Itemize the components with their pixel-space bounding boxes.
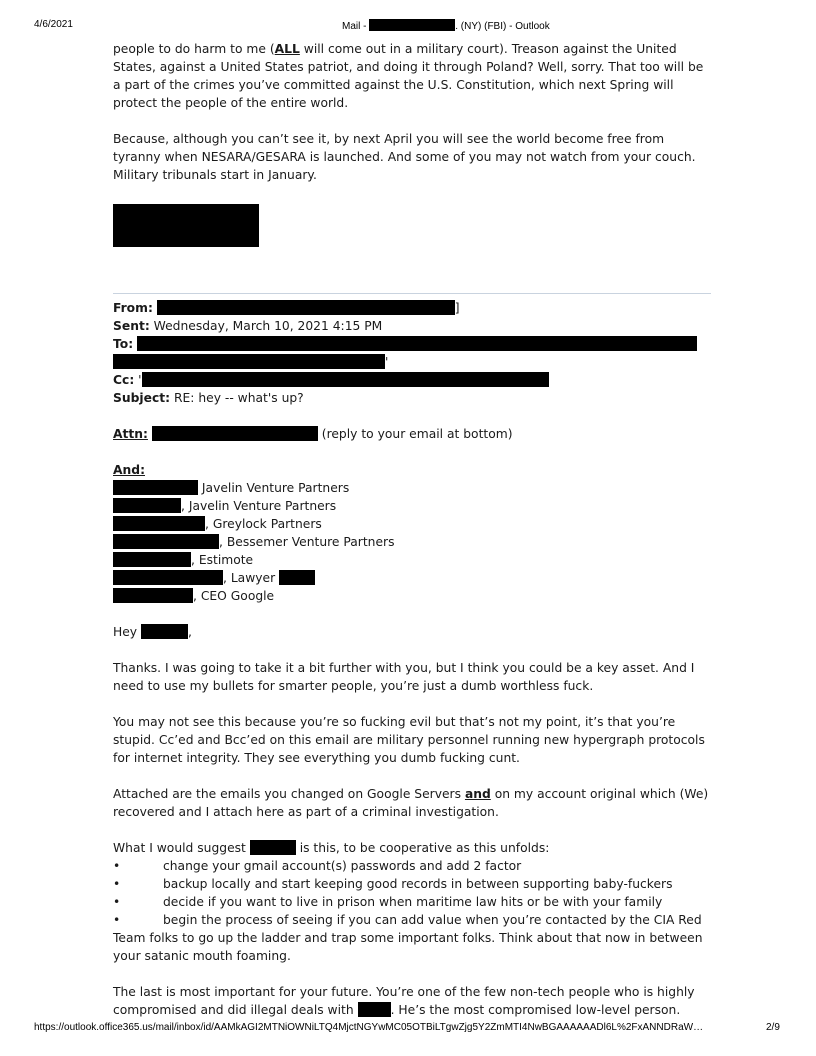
to-line: To:: [113, 335, 713, 353]
redaction-bar: [113, 516, 205, 531]
recipient-line: , Javelin Venture Partners: [113, 497, 713, 515]
body-paragraph: The last is most important for your future. You’re one of the few non-tech people who is highly compromised and did illegal deals with . He’s the most compromised low-level person.: [113, 985, 695, 1017]
cc-line: Cc: ': [113, 371, 713, 389]
redaction-bar: [137, 336, 697, 351]
from-line: From: ]: [113, 301, 460, 315]
bullet-item: • decide if you want to live in prison when maritime law hits or be with your family: [113, 895, 663, 909]
suggestion-intro: What I would suggest is this, to be cooperative as this unfolds:: [113, 841, 550, 855]
recipient-line: , CEO Google: [113, 587, 713, 605]
window-title: [342, 19, 550, 32]
bullet-item: • backup locally and start keeping good records in between supporting baby-fuckers: [113, 877, 673, 891]
title-suffix: . (NY) (FBI) - Outlook: [455, 21, 550, 32]
recipient-line: , Greylock Partners: [113, 515, 713, 533]
body-paragraph: Because, although you can’t see it, by next April you will see the world become free from tyranny when NESARA/GESARA is launched. And some of you may not watch from your couch. Military tribunals start in January.: [113, 132, 696, 182]
redaction-bar: [141, 624, 188, 639]
page-url: https://outlook.office365.us/mail/inbox/id/AAMkAGI2MTNiOWNiLTQ4MjctNGYwMC05OTBiLTgwZjg5Y2ZmMTI4NwBGAAAAAADl6L%2FxANNDRaW…: [34, 1022, 704, 1033]
emphasis-all: ALL: [274, 42, 300, 56]
redaction-bar: [250, 840, 296, 855]
and-label: And:: [113, 463, 145, 477]
attn-line: Attn: (reply to your email at bottom): [113, 427, 513, 441]
recipient-line: Javelin Venture Partners: [113, 479, 713, 497]
print-date: 4/6/2021: [34, 19, 73, 30]
redaction-bar: [113, 354, 385, 369]
recipient-line: , Estimote: [113, 551, 713, 569]
bullet-item: • begin the process of seeing if you can add value when you’re contacted by the CIA Red: [113, 913, 702, 927]
email-body: [113, 40, 713, 1019]
to-line-cont: ': [113, 353, 713, 371]
body-paragraph: [113, 40, 713, 112]
redaction-bar: [113, 552, 191, 567]
text-run: will come out in a military court). Treason against the United States, against a United States patriot, and doing it through Poland? Well, sorry. That too will be a part of the crimes you’ve committed against the U.S. Constitution, which next Spring will protect the people of the entire world.: [113, 42, 704, 110]
redaction-bar: [113, 498, 181, 513]
page-number: 2/9: [766, 1022, 780, 1033]
redaction-bar: [369, 19, 455, 31]
subject-line: Subject: RE: hey -- what's up?: [113, 391, 304, 405]
recipient-line: , Bessemer Venture Partners: [113, 533, 713, 551]
bullet-continuation: Team folks to go up the ladder and trap some important folks. Think about that now in between your satanic mouth foaming.: [113, 931, 703, 963]
redaction-bar: [113, 570, 223, 585]
redaction-bar: [113, 588, 193, 603]
redaction-bar: [279, 570, 315, 585]
sent-line: Sent: Wednesday, March 10, 2021 4:15 PM: [113, 319, 383, 333]
title-prefix: Mail -: [342, 21, 370, 32]
redaction-bar: [113, 534, 219, 549]
redaction-bar: [157, 300, 455, 315]
redaction-bar: [152, 426, 318, 441]
body-paragraph: You may not see this because you’re so fucking evil but that’s not my point, it’s that you’re stupid. Cc’ed and Bcc’ed on this email are military personnel running new hypergraph protocols for internet integrity. They see everything you dumb fucking cunt.: [113, 715, 705, 765]
redaction-bar: [113, 480, 198, 495]
body-paragraph: Attached are the emails you changed on Google Servers and on my account original which (We) recovered and I attach here as part of a criminal investigation.: [113, 787, 709, 819]
bullet-item: • change your gmail account(s) passwords and add 2 factor: [113, 859, 522, 873]
text-run: people to do harm to me (: [113, 42, 275, 56]
signature-redaction: [113, 204, 259, 247]
recipient-line: , Lawyer: [113, 569, 713, 587]
redaction-bar: [358, 1002, 391, 1017]
body-paragraph: Thanks. I was going to take it a bit further with you, but I think you could be a key asset. And I need to use my bullets for smarter people, you’re just a dumb worthless fuck.: [113, 661, 695, 693]
redaction-bar: [142, 372, 549, 387]
greeting: Hey ,: [113, 625, 192, 639]
